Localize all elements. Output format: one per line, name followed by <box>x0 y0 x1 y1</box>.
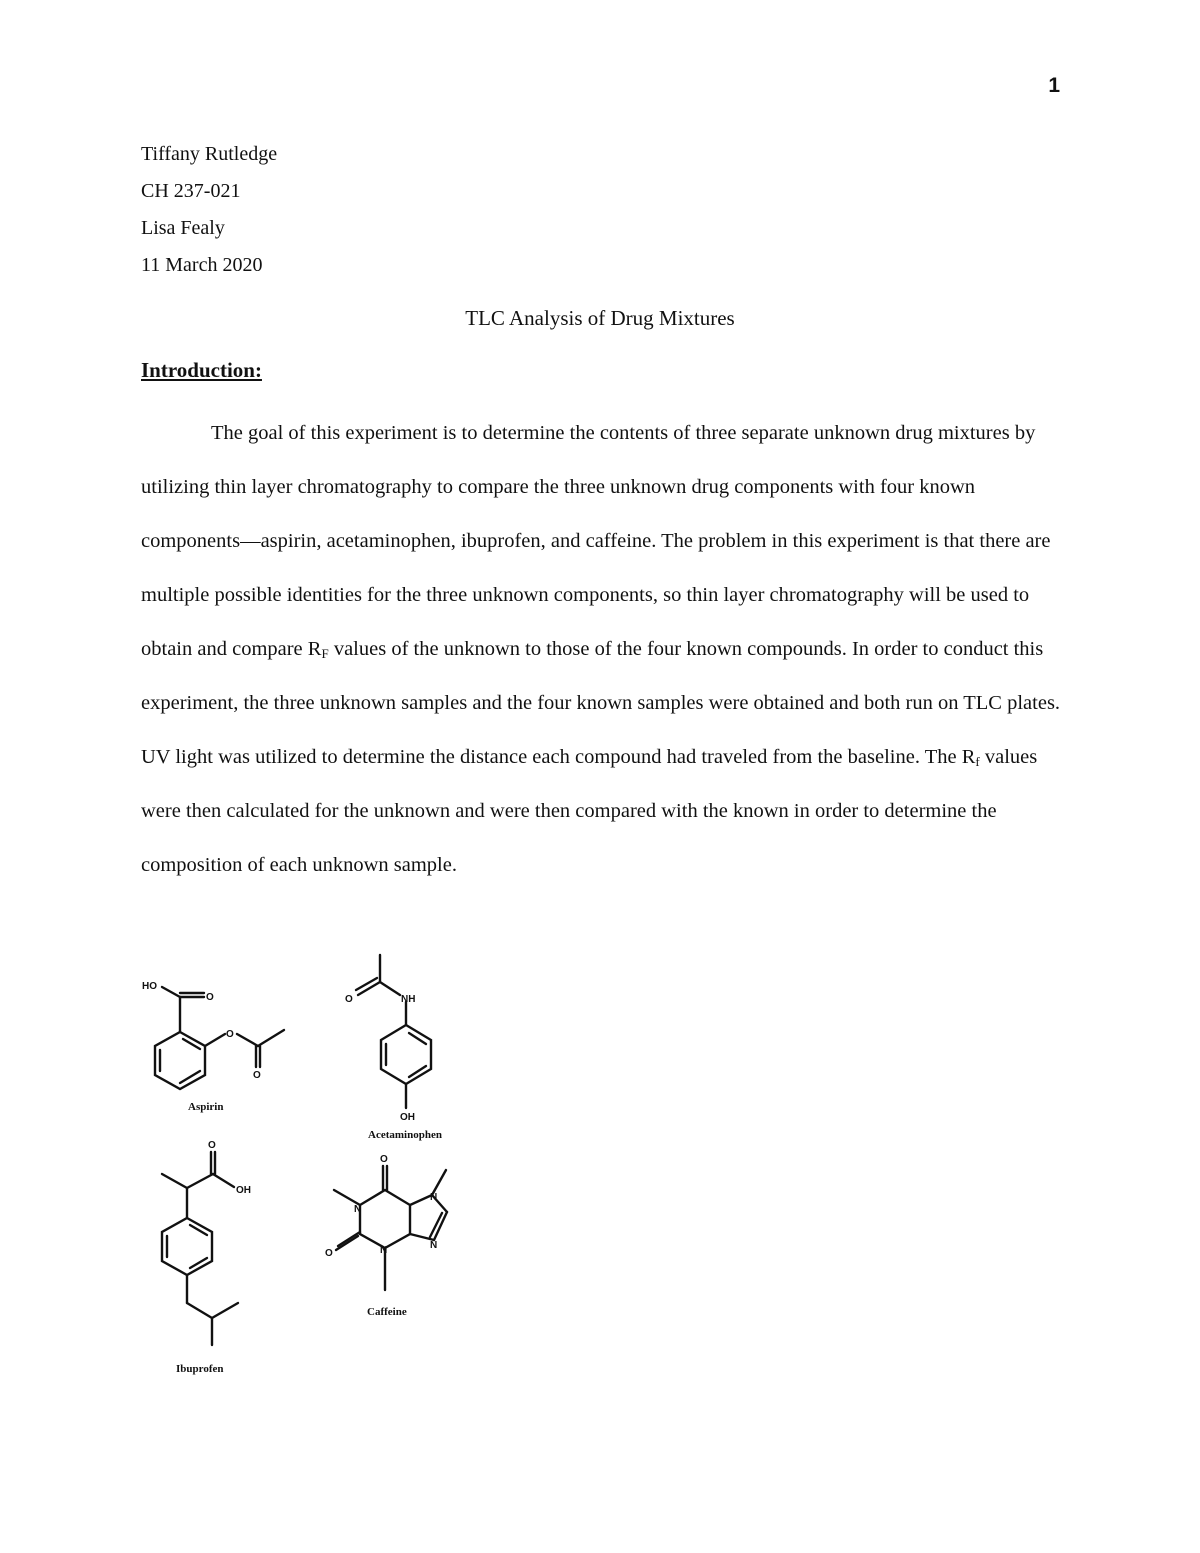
caffeine-structure <box>325 1154 447 1318</box>
caffeine-name: Caffeine <box>367 1306 407 1318</box>
rf-subscript-1: F <box>321 646 329 661</box>
acetaminophen-amine-label: NH <box>401 994 416 1005</box>
document-header <box>141 142 277 290</box>
author-name: Tiffany Rutledge <box>141 143 278 165</box>
aspirin-hydroxyl-label: HO <box>142 981 157 992</box>
paragraph-text-3: values were then calculated for the unknown and were then compared with the known in order to determine the composition of each unknown sample. <box>141 746 1038 876</box>
caffeine-n9-label: N <box>430 1240 438 1251</box>
paragraph-text-2: values of the unknown to those of the four known compounds. In order to conduct this experiment, the three unknown samples and the four known samples were obtained and both run on TLC plates. UV light was utilized to determine the distance each compound had traveled from the baseline. The R <box>141 638 1061 768</box>
aspirin-structure <box>142 981 284 1113</box>
caffeine-n7-label: N <box>430 1192 438 1203</box>
caffeine-carbonyl-top-label: O <box>380 1154 388 1165</box>
rf-subscript-2: f <box>975 754 980 769</box>
ibuprofen-carbonyl-label: O <box>208 1140 216 1151</box>
aspirin-name: Aspirin <box>188 1101 224 1113</box>
acetaminophen-carbonyl-label: O <box>345 994 353 1005</box>
ibuprofen-structure <box>162 1140 251 1375</box>
chemical-structures-figure <box>120 940 500 1390</box>
caffeine-carbonyl-left-label: O <box>325 1248 333 1259</box>
report-date: 11 March 2020 <box>141 254 263 276</box>
ibuprofen-name: Ibuprofen <box>176 1363 224 1375</box>
acetaminophen-hydroxyl-label: OH <box>400 1112 415 1123</box>
paragraph-text-1: The goal of this experiment is to determine the contents of three separate unknown drug mixtures by utilizing thin layer chromatography to compare the three unknown drug components with four known components—aspirin, acetaminophen, ibuprofen, and caffeine. The problem in this experiment is that there are multiple possible identities for the three unknown components, so thin layer chromatography will be used to obtain and compare R <box>141 422 1051 660</box>
acetaminophen-structure <box>345 955 442 1141</box>
aspirin-carbonyl-label: O <box>206 992 214 1003</box>
caffeine-n3-label: N <box>380 1245 388 1256</box>
aspirin-ester-o-label: O <box>226 1029 234 1040</box>
course-code: CH 237-021 <box>141 180 241 202</box>
section-heading-introduction: Introduction: <box>141 358 262 382</box>
introduction-paragraph <box>141 406 1061 892</box>
ibuprofen-hydroxyl-label: OH <box>236 1185 251 1196</box>
acetaminophen-name: Acetaminophen <box>368 1129 442 1141</box>
aspirin-ester-carbonyl-label: O <box>253 1070 261 1081</box>
instructor-name: Lisa Fealy <box>141 217 225 239</box>
document-title: TLC Analysis of Drug Mixtures <box>465 306 735 330</box>
structures-svg <box>120 940 500 1390</box>
caffeine-n1-label: N <box>354 1204 362 1215</box>
page-number: 1 <box>1048 74 1060 97</box>
